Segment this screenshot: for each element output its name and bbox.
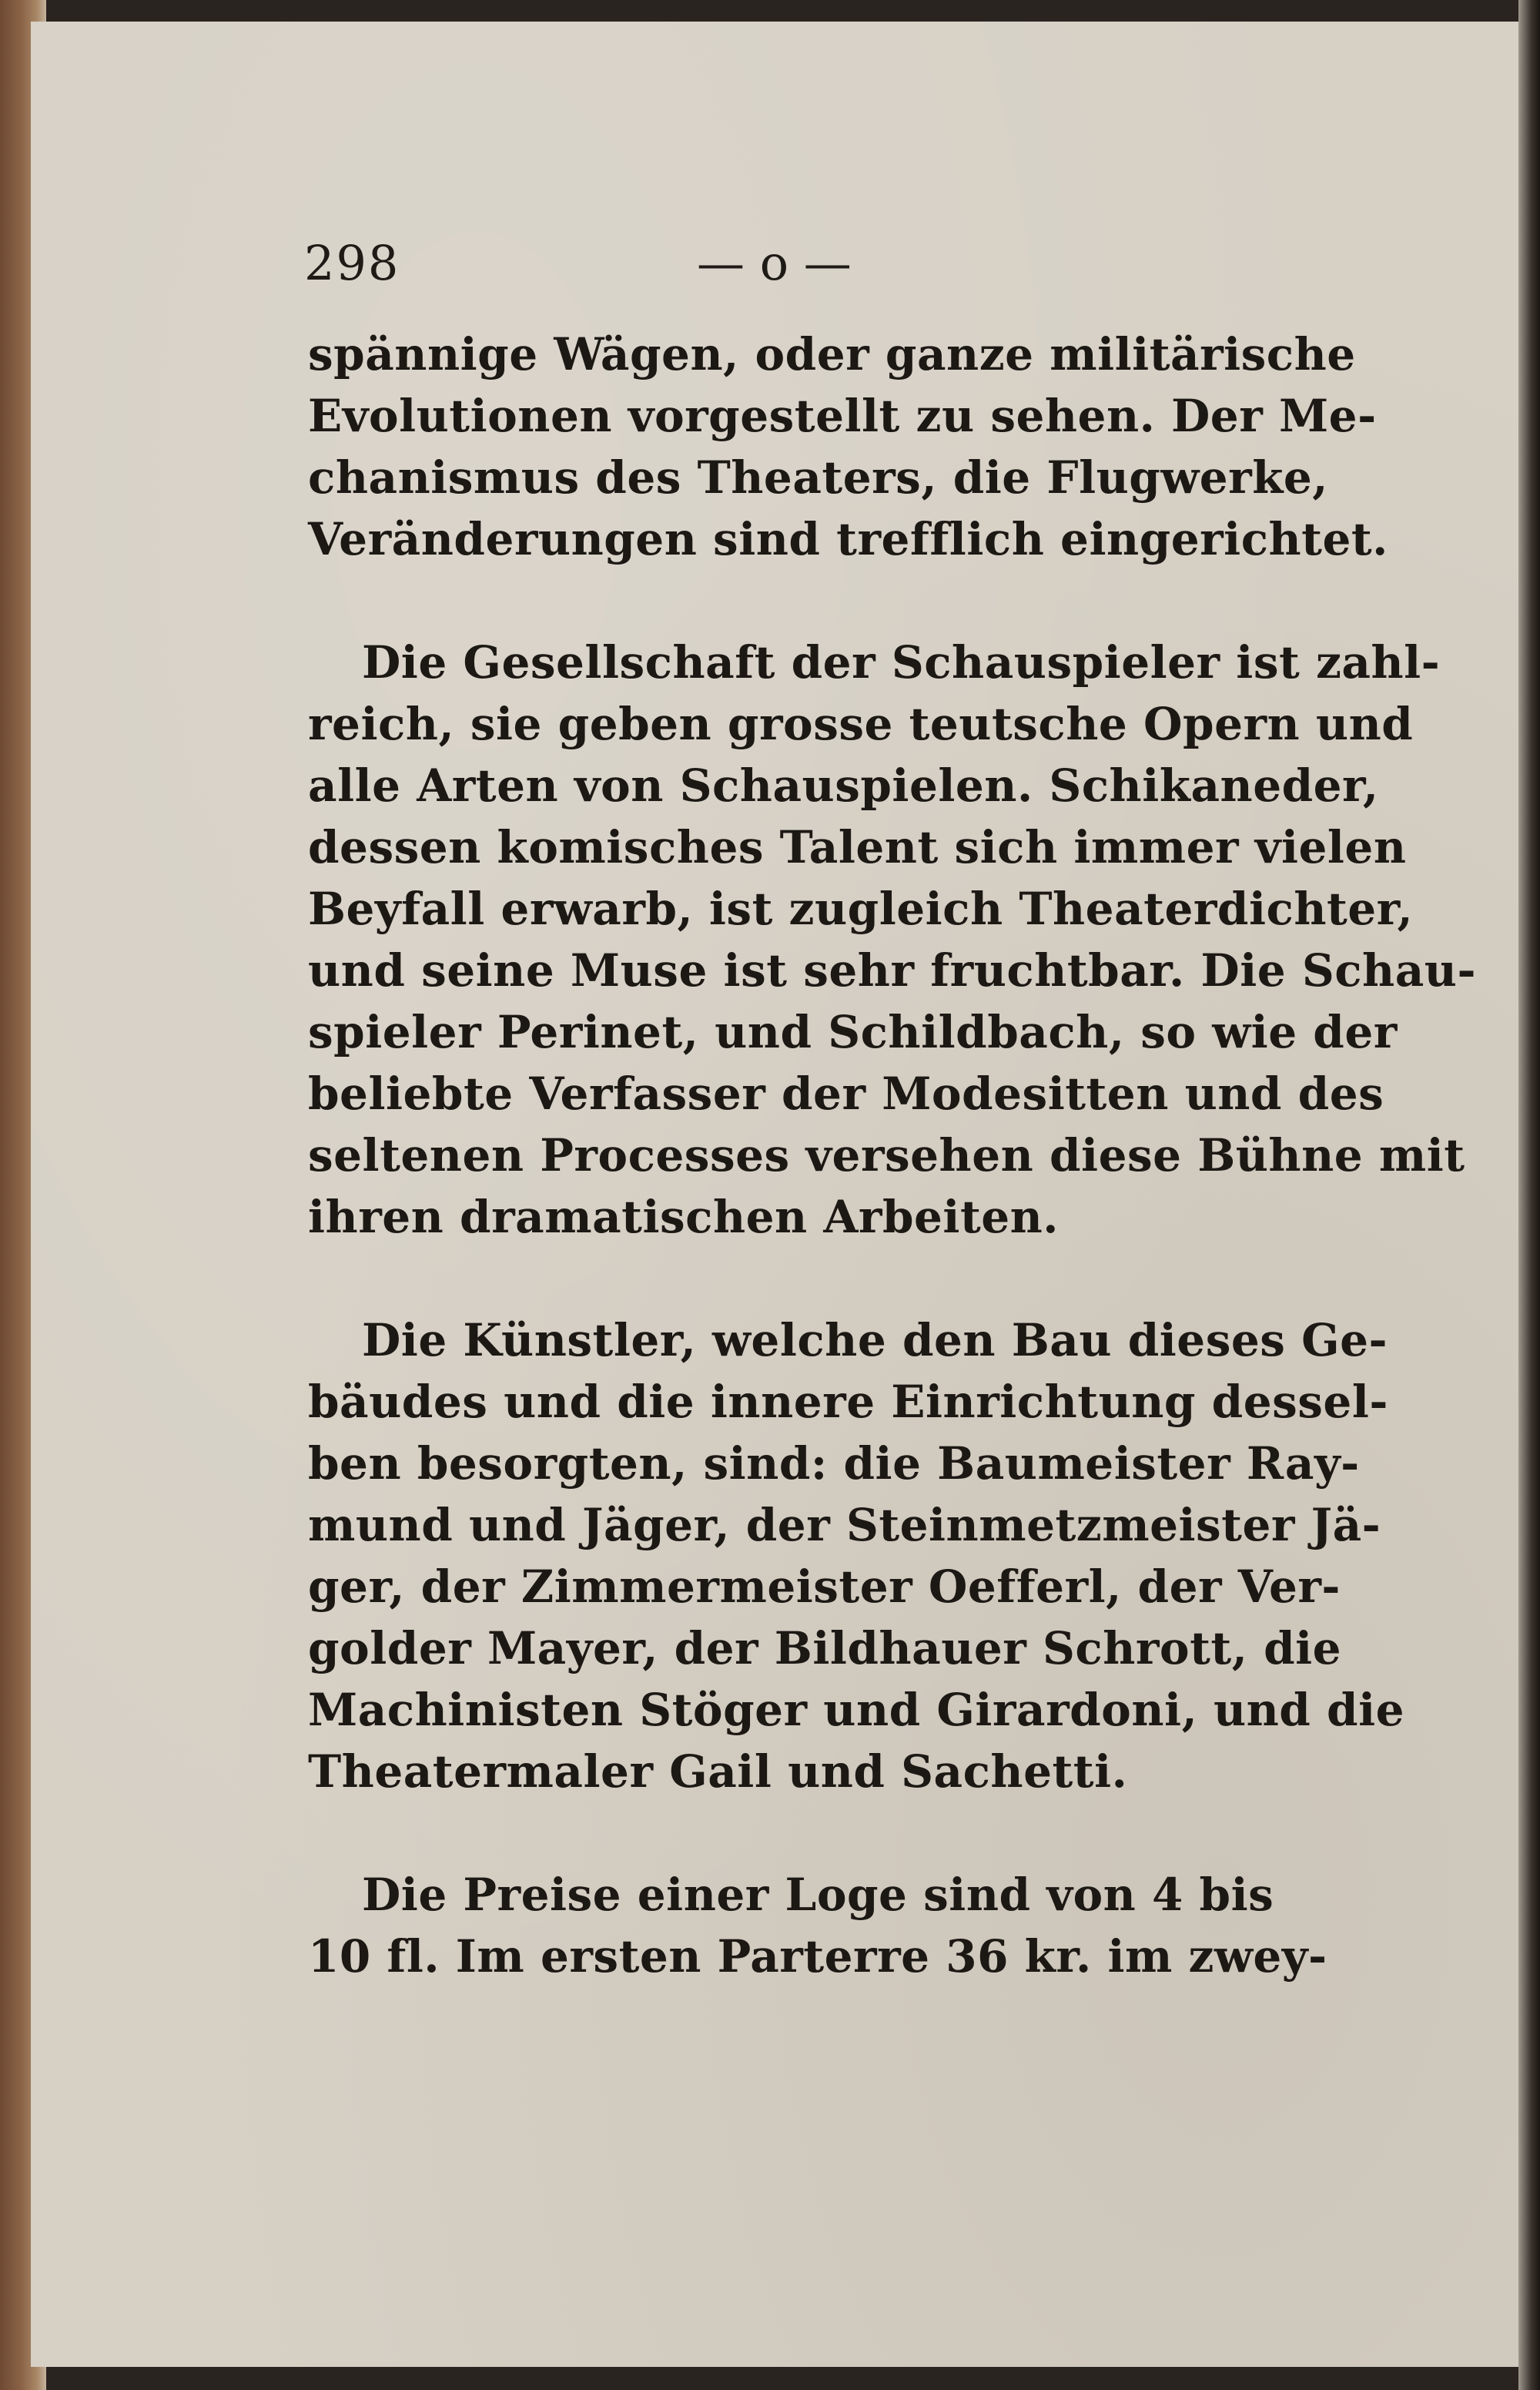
- text-line: seltenen Processes versehen diese Bühne mit: [308, 1129, 1465, 1182]
- page-header: [304, 235, 1305, 304]
- text-line: alle Arten von Schauspielen. Schikaneder,: [308, 759, 1379, 812]
- text-line: und seine Muse ist sehr fruchtbar. Die Schau-: [308, 944, 1477, 997]
- text-line: beliebte Verfasser der Modesitten und des: [308, 1068, 1384, 1120]
- text-line: chanismus des Theaters, die Flugwerke,: [308, 451, 1328, 504]
- text-line: golder Mayer, der Bildhauer Schrott, die: [308, 1622, 1342, 1674]
- text-line: Veränderungen sind trefflich eingerichtet.: [308, 513, 1388, 565]
- text-line: spieler Perinet, und Schildbach, so wie der: [308, 1006, 1398, 1058]
- paragraph-gap: [308, 570, 1309, 632]
- paragraph-3: [308, 1309, 1405, 1802]
- text-line: dessen komisches Talent sich immer vielen: [308, 821, 1407, 873]
- text-line: Beyfall erwarb, ist zugleich Theaterdichter,: [308, 883, 1414, 935]
- text-line: ihren dramatischen Arbeiten.: [308, 1191, 1059, 1243]
- text-line: ben besorgten, sind: die Baumeister Ray-: [308, 1437, 1360, 1490]
- text-line: Machinisten Stöger und Girardoni, und die: [308, 1684, 1405, 1736]
- text-line: Evolutionen vorgestellt zu sehen. Der Me-: [308, 390, 1377, 442]
- page-number: 298: [304, 235, 400, 291]
- text-line: Theatermaler Gail und Sachetti.: [308, 1745, 1128, 1798]
- paragraph-4: [308, 1864, 1327, 1987]
- text-line: reich, sie geben grosse teutsche Opern und: [308, 698, 1414, 750]
- paragraph-2: [308, 632, 1477, 1248]
- text-line: Die Gesellschaft der Schauspieler ist zahl-: [362, 636, 1441, 689]
- paragraph-gap: [308, 1802, 1309, 1864]
- text-line: spännige Wägen, oder ganze militärische: [308, 328, 1356, 380]
- text-line: Die Künstler, welche den Bau dieses Ge-: [362, 1314, 1388, 1366]
- text-line: bäudes und die innere Einrichtung dessel-: [308, 1376, 1388, 1428]
- running-head: — o —: [697, 235, 852, 291]
- text-line: 10 fl. Im ersten Parterre 36 kr. im zwey-: [308, 1930, 1327, 1983]
- body-text: [308, 323, 1477, 1987]
- paragraph-gap: [308, 1248, 1309, 1309]
- text-line: ger, der Zimmermeister Oefferl, der Ver-: [308, 1560, 1341, 1613]
- book-binding-right: [1518, 0, 1540, 2390]
- text-line: mund und Jäger, der Steinmetzmeister Jä-: [308, 1499, 1381, 1551]
- paragraph-1: [308, 323, 1388, 570]
- text-line: Die Preise einer Loge sind von 4 bis: [362, 1869, 1274, 1921]
